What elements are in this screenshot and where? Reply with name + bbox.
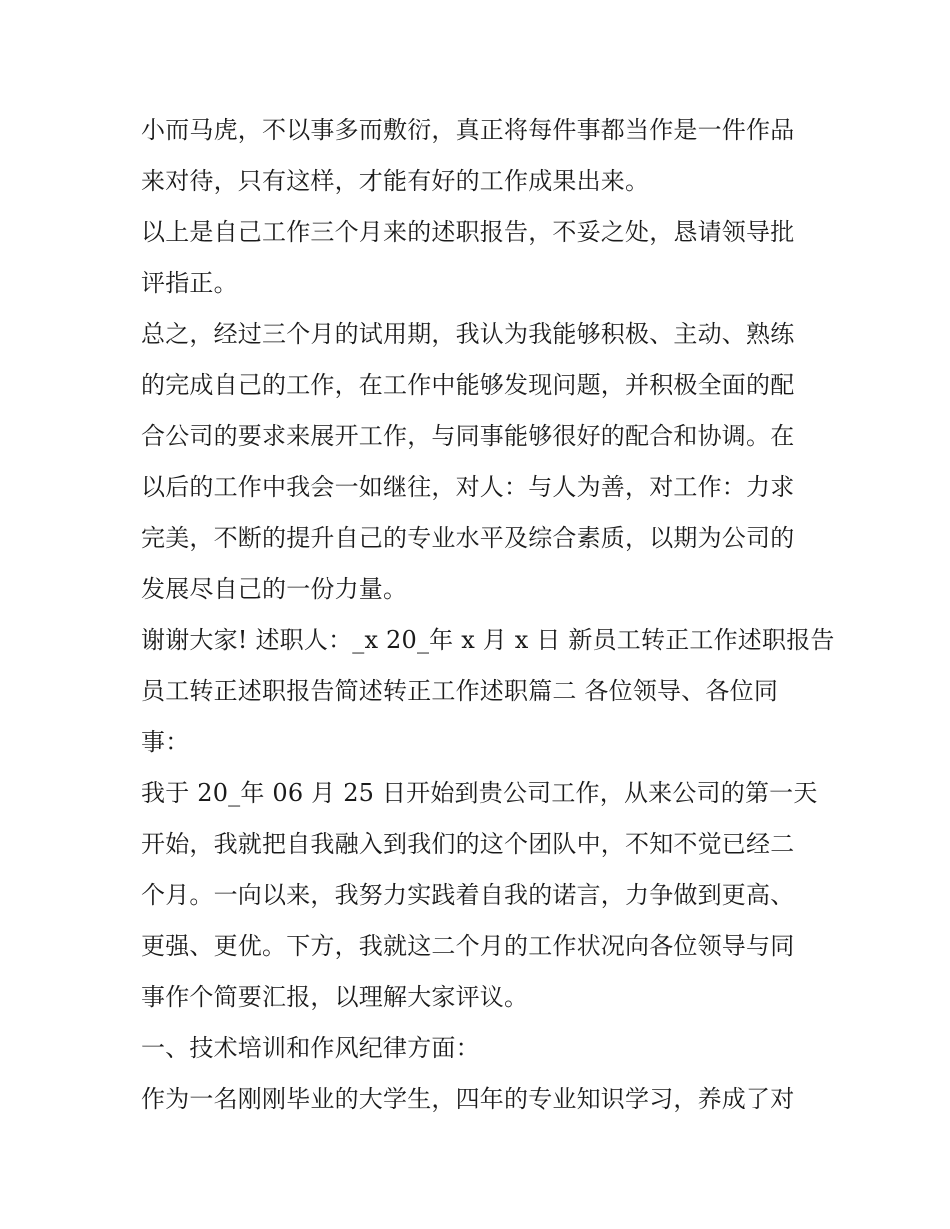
- text-line: 以上是自己工作三个月来的述职报告，不妥之处，恳请领导批: [141, 218, 795, 246]
- text-line: 完美，不断的提升自己的专业水平及综合素质，以期为公司的: [141, 524, 795, 552]
- section-heading: 一、技术培训和作风纪律方面：: [141, 1034, 480, 1062]
- text-line: 来对待，只有这样，才能有好的工作成果出来。: [141, 167, 650, 195]
- text-line: 评指正。: [141, 269, 238, 297]
- text-line: 事作个简要汇报，以理解大家评议。: [141, 983, 529, 1011]
- text-line: 作为一名刚刚毕业的大学生，四年的专业知识学习，养成了对: [141, 1085, 795, 1113]
- text-line: 我于 20_年 06 月 25 日开始到贵公司工作，从来公司的第一天: [141, 779, 818, 807]
- text-line: 开始，我就把自我融入到我们的这个团队中，不知不觉已经二: [141, 830, 795, 858]
- text-line: 合公司的要求来展开工作，与同事能够很好的配合和协调。在: [141, 422, 795, 450]
- text-line: 发展尽自己的一份力量。: [141, 575, 408, 603]
- text-line: 的完成自己的工作，在工作中能够发现问题，并积极全面的配: [141, 371, 795, 399]
- text-line: 员工转正述职报告简述转正工作述职篇二 各位领导、各位同: [141, 677, 779, 705]
- text-line: 谢谢大家! 述职人：_x 20_年 x 月 x 日 新员工转正工作述职报告: [141, 626, 835, 654]
- document-body: [141, 105, 835, 1125]
- text-line: 个月。一向以来，我努力实践着自我的诺言，力争做到更高、: [141, 881, 795, 909]
- text-line: 小而马虎，不以事多而敷衍，真正将每件事都当作是一件作品: [141, 116, 795, 144]
- text-line: 以后的工作中我会一如继往，对人：与人为善，对工作：力求: [141, 473, 795, 501]
- text-line: 事：: [141, 728, 190, 756]
- text-line: 总之，经过三个月的试用期，我认为我能够积极、主动、熟练: [141, 320, 795, 348]
- text-line: 更强、更优。下方，我就这二个月的工作状况向各位领导与同: [141, 932, 795, 960]
